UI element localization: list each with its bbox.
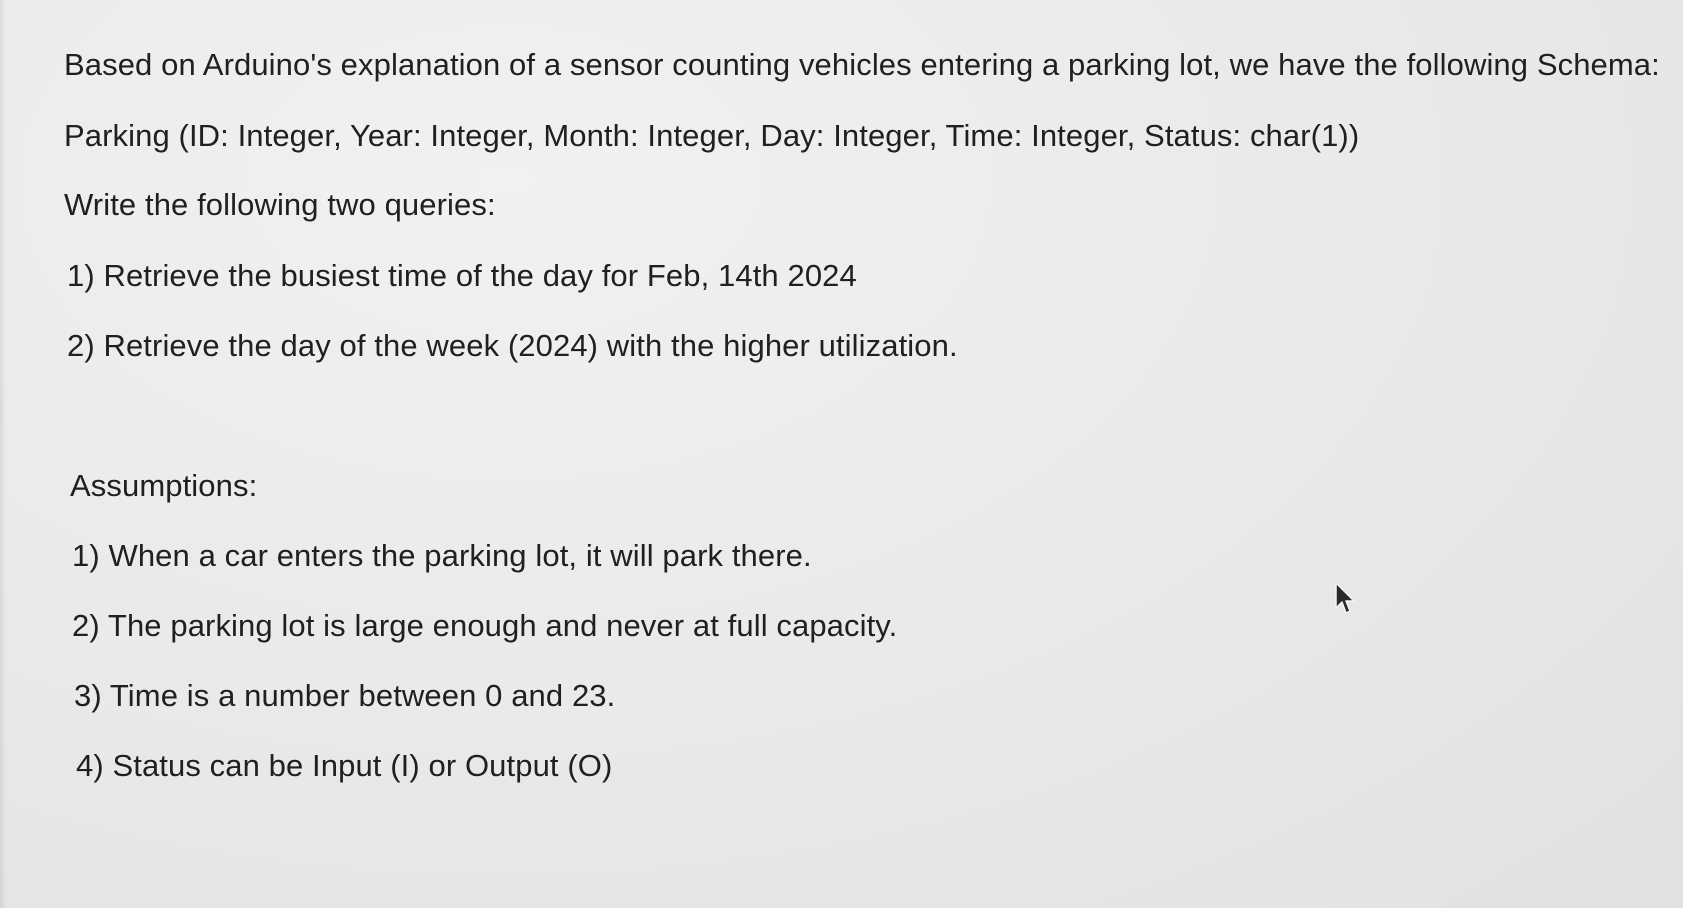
assumption-item-2: 2) The parking lot is large enough and never at full capacity. [72,608,898,643]
mouse-pointer-icon [1334,582,1356,616]
assumptions-heading: Assumptions: [70,468,258,503]
query-item-2: 2) Retrieve the day of the week (2024) with the higher utilization. [67,328,958,363]
intro-text: Based on Arduino's explanation of a sensor counting vehicles entering a parking lot, we have the following Schema: [64,47,1660,82]
assumption-item-4: 4) Status can be Input (I) or Output (O) [76,748,613,783]
instruction-text: Write the following two queries: [64,187,496,222]
query-item-1: 1) Retrieve the busiest time of the day for Feb, 14th 2024 [67,258,857,293]
assumption-item-3: 3) Time is a number between 0 and 23. [74,678,616,713]
assumption-item-1: 1) When a car enters the parking lot, it will park there. [72,538,812,573]
schema-text: Parking (ID: Integer, Year: Integer, Month: Integer, Day: Integer, Time: Integer, Status: char(1)) [64,118,1360,153]
screen-edge [0,0,6,908]
